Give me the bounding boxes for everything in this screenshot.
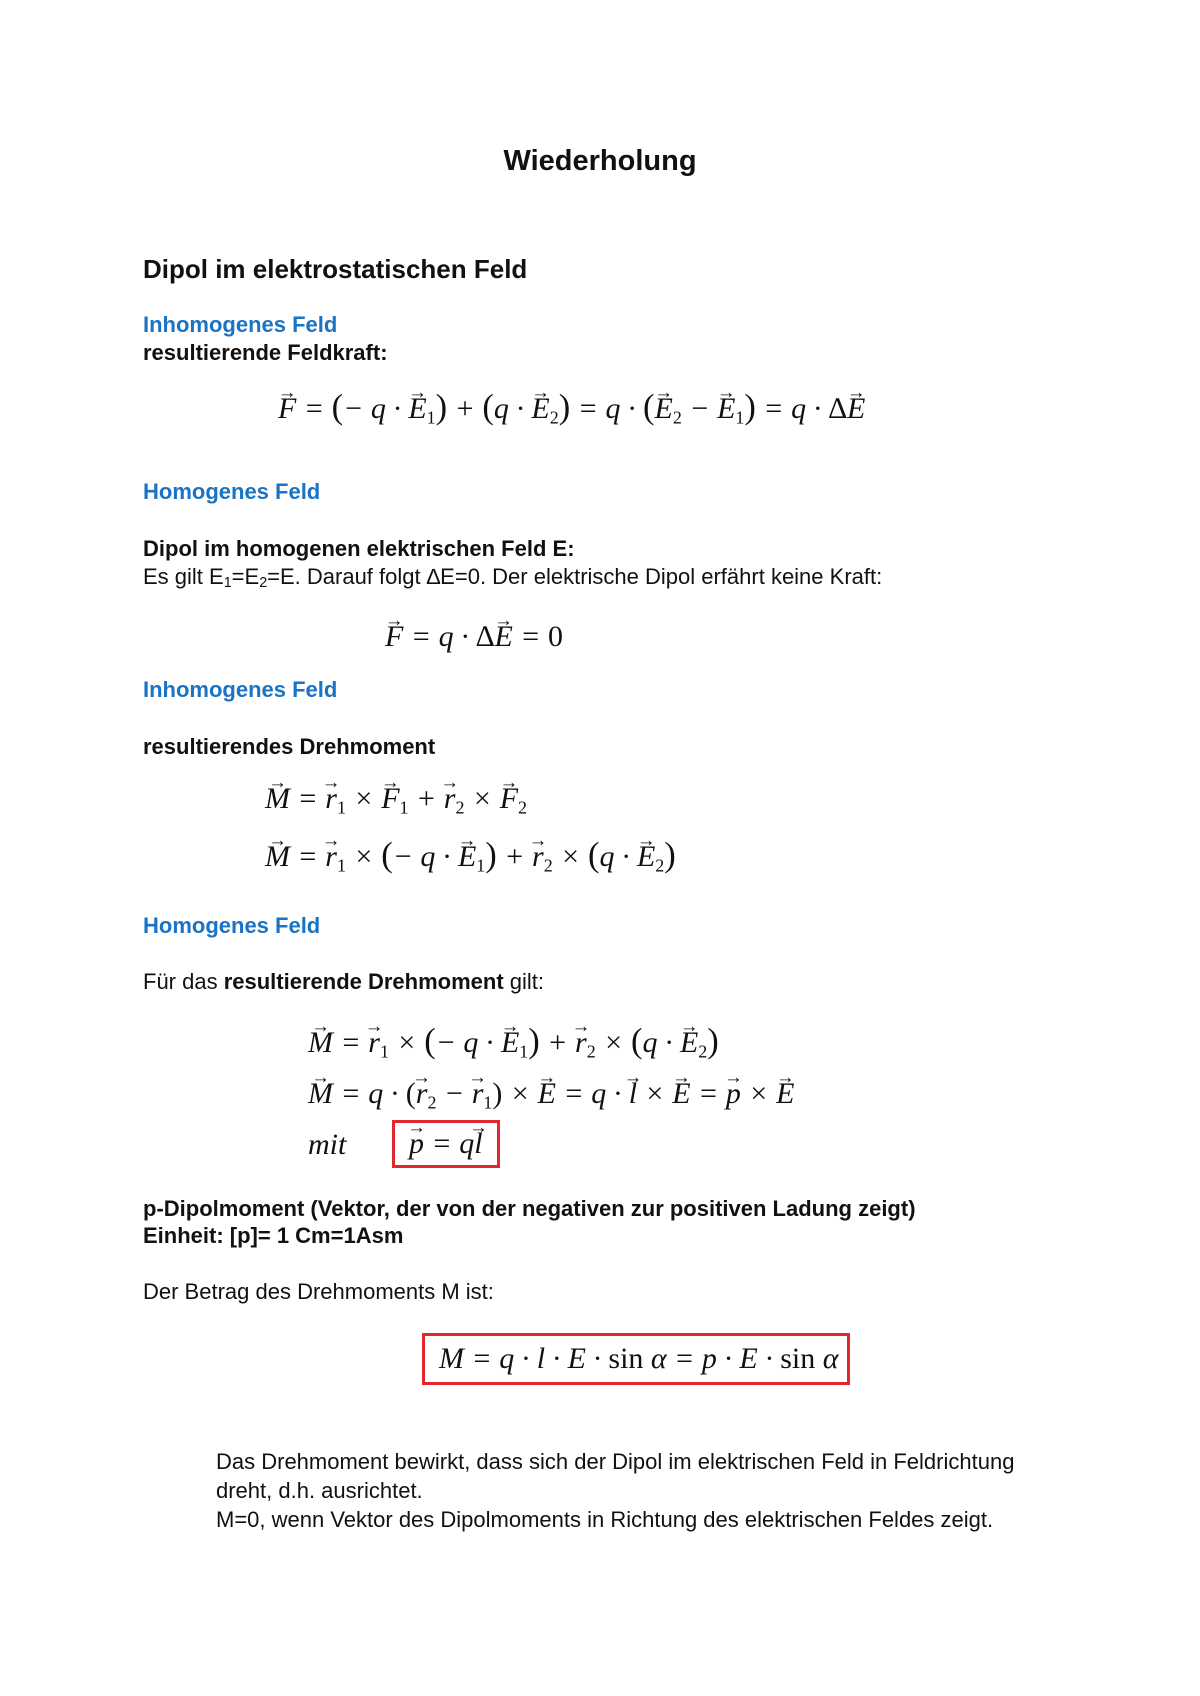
dipolmoment-unit: Einheit: [p]= 1 Cm=1Asm [143, 1223, 404, 1248]
equation-drehmoment-1: → M = → $r_1$ × → $F_1$ + → $r_2$ × → $F_2$ [265, 782, 527, 818]
summary-line-1: Das Drehmoment bewirkt, dass sich der Dipol im elektrischen Feld in Feldrichtung dreht, d.h. ausrichtet. [216, 1449, 1015, 1503]
subheading-homogenes-feld: Dipol im homogenen elektrischen Feld E: [143, 536, 575, 561]
equation-keine-kraft: → F = q · ∆→ E = 0 [385, 620, 563, 654]
heading-homogenes-feld-1: Homogenes Feld [143, 479, 321, 504]
text-betrag: Der Betrag des Drehmoments M ist: [143, 1279, 494, 1304]
heading-inhomogenes-feld-1: Inhomogenes Feld [143, 312, 338, 337]
heading-homogenes-feld-2: Homogenes Feld [143, 913, 321, 938]
subheading-drehmoment: resultierendes Drehmoment [143, 734, 436, 759]
subheading-feldkraft: resultierende Feldkraft: [143, 340, 388, 365]
dipolmoment-definition: p-Dipolmoment (Vektor, der von der negativen zur positiven Ladung zeigt) [143, 1196, 916, 1221]
text-resultierende-drehmoment: Für das resultierende Drehmoment gilt: [143, 969, 545, 994]
summary-paragraph [216, 1447, 1016, 1534]
summary-line-2: M=0, wenn Vektor des Dipolmoments in Richtung des elektrischen Feldes zeigt. [216, 1507, 994, 1532]
section-title: Dipol im elektrostatischen Feld [143, 254, 528, 284]
text-es-gilt: Es gilt $E_1=E_2=E$. Darauf folgt ∆E=0. Der elektrische Dipol erfährt keine Kraft: [143, 564, 883, 591]
equation-homogen-1: → M = → $r_1$ × (− q · → $E_1$) + → $r_2 \times (q$ · → $E_2$) [308, 1022, 719, 1062]
label-mit: mit [308, 1128, 347, 1161]
equation-feldkraft: → F = (− q · → $E_1) + (q$ · → $E_2) = q$ · (→ $E_2$ − → $E_1) = q$ · ∆→ E [278, 388, 865, 428]
heading-inhomogenes-feld-2: Inhomogenes Feld [143, 677, 338, 702]
equation-drehmoment-2: → M = → $r_1$ × (− q · → $E_1$) + → $r_2 \times (q$ · → $E_2$) [265, 836, 676, 876]
equation-betrag-boxed: M = q · l · E · sin α = p · E · sin α [422, 1333, 850, 1385]
equation-homogen-2: → M = q · (→ $r_2$ − → $r_1$) × → E = q · → l × → E = → p × → E [308, 1077, 794, 1113]
equation-dipolmoment-boxed: → p = q→ l [392, 1120, 500, 1168]
page-title: Wiederholung [503, 145, 697, 177]
